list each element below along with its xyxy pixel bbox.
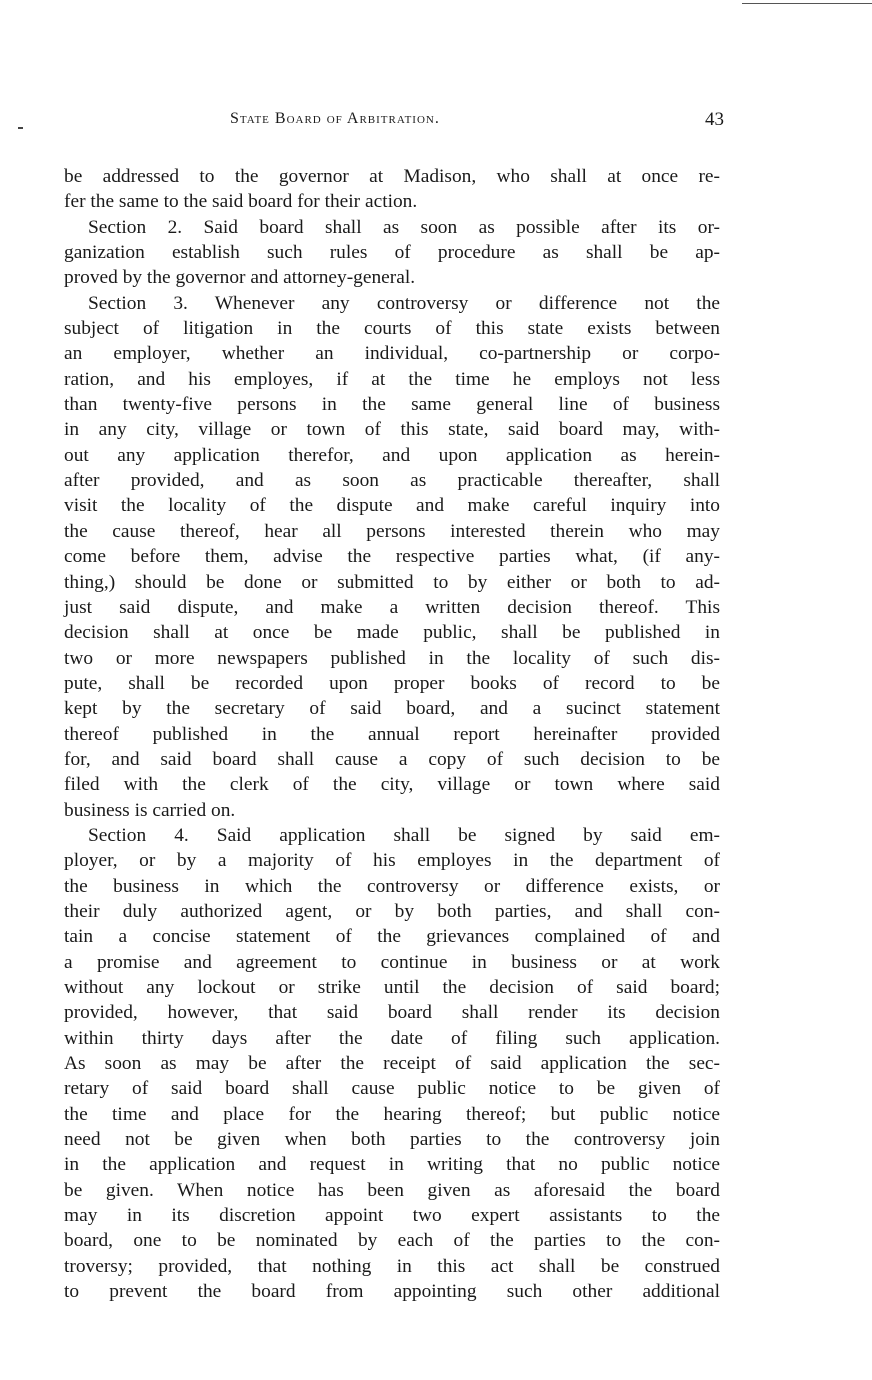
section-3-heading-line: Section 3. Whenever any controversy or difference not the [88, 292, 720, 314]
text-line: the business in which the controversy or difference exists, or [64, 875, 720, 897]
text-line: ration, and his employes, if at the time he employs not less [64, 368, 720, 390]
section-2-heading-line: Section 2. Said board shall as soon as possible after its or- [88, 216, 720, 238]
text-line: their duly authorized agent, or by both parties, and shall con- [64, 900, 720, 922]
text-line: visit the locality of the dispute and make careful inquiry into [64, 495, 720, 517]
text-line: in the application and request in writing that no public notice [64, 1154, 720, 1176]
text-line: a promise and agreement to continue in business or at work [64, 951, 720, 973]
text-line: need not be given when both parties to the controversy join [64, 1129, 720, 1151]
text-line: tain a concise statement of the grievances complained of and [64, 926, 720, 948]
section-4-heading-line: Section 4. Said application shall be signed by said em- [88, 824, 720, 846]
text-line: an employer, whether an individual, co-partnership or corpo- [64, 343, 720, 365]
text-line: to prevent the board from appointing such other additional [64, 1281, 720, 1303]
text-line: provided, however, that said board shall render its decision [64, 1002, 720, 1024]
text-line: decision shall at once be made public, shall be published in [64, 622, 720, 644]
text-line: ployer, or by a majority of his employes in the department of [64, 850, 720, 872]
text-line: than twenty-five persons in the same general line of business [64, 394, 720, 416]
text-line: As soon as may be after the receipt of said application the sec- [64, 1053, 720, 1075]
text-line: within thirty days after the date of filing such application. [64, 1027, 720, 1049]
text-line: after provided, and as soon as practicable thereafter, shall [64, 470, 720, 492]
text-line: may in its discretion appoint two expert assistants to the [64, 1205, 720, 1227]
text-line: out any application therefor, and upon application as herein- [64, 444, 720, 466]
text-line: proved by the governor and attorney-general. [64, 267, 416, 289]
text-line: be given. When notice has been given as aforesaid the board [64, 1179, 720, 1201]
text-line: filed with the clerk of the city, village or town where said [64, 774, 720, 796]
body-text [64, 164, 720, 1304]
text-line: two or more newspapers published in the locality of such dis- [64, 647, 720, 669]
text-line: in any city, village or town of this state, said board may, with- [64, 419, 720, 441]
page-number: 43 [705, 109, 724, 130]
text-line: ganization establish such rules of procedure as shall be ap- [64, 242, 720, 264]
margin-speck [18, 127, 23, 129]
text-line: thereof published in the annual report hereinafter provided [64, 723, 720, 745]
text-line: come before them, advise the respective parties what, (if any- [64, 546, 720, 568]
text-line: retary of said board shall cause public notice to be given of [64, 1078, 720, 1100]
text-line: subject of litigation in the courts of this state exists between [64, 318, 720, 340]
running-title: State Board of Arbitration. [230, 110, 440, 127]
text-line: pute, shall be recorded upon proper books of record to be [64, 672, 720, 694]
text-line: troversy; provided, that nothing in this act shall be construed [64, 1255, 720, 1277]
text-line: just said dispute, and make a written decision thereof. This [64, 596, 720, 618]
text-line: kept by the secretary of said board, and a sucinct statement [64, 698, 720, 720]
text-line: fer the same to the said board for their action. [64, 191, 418, 213]
text-line: be addressed to the governor at Madison, who shall at once re- [64, 166, 720, 187]
text-line: the cause thereof, hear all persons interested therein who may [64, 520, 720, 542]
text-line: for, and said board shall cause a copy of such decision to be [64, 748, 720, 770]
text-line: business is carried on. [64, 799, 236, 821]
text-line: the time and place for the hearing thereof; but public notice [64, 1103, 720, 1125]
text-line: without any lockout or strike until the decision of said board; [64, 977, 720, 998]
text-line: thing,) should be done or submitted to by either or both to ad- [64, 571, 720, 593]
text-line: board, one to be nominated by each of the parties to the con- [64, 1230, 720, 1252]
top-edge-rule [742, 3, 872, 4]
page-header [64, 110, 724, 132]
